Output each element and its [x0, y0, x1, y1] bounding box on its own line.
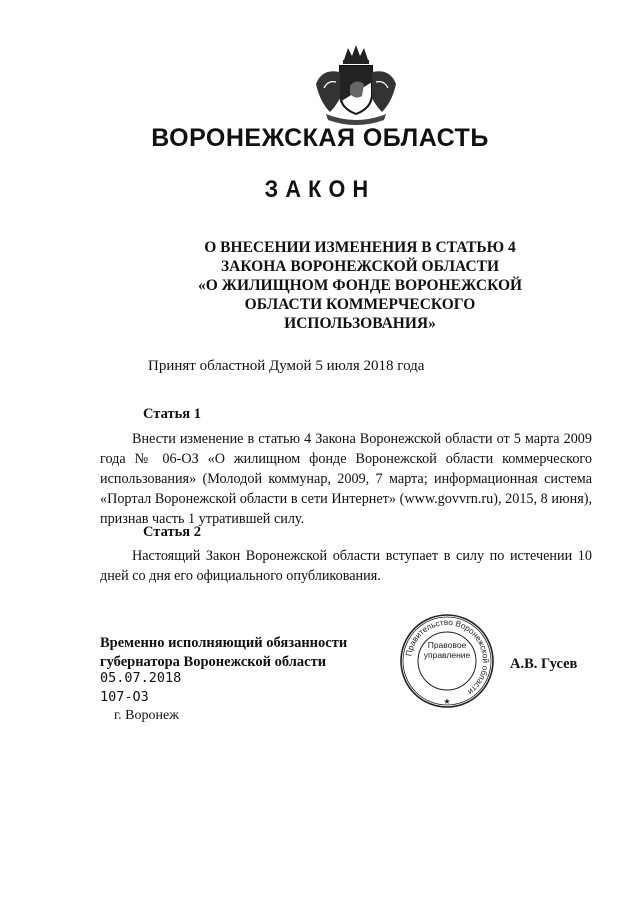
article-1-heading: Статья 1 [143, 406, 201, 422]
seal-ring-text: Правительство Воронежской области [404, 617, 491, 697]
law-title [160, 238, 560, 333]
law-number: 107-ОЗ [100, 689, 149, 705]
coat-of-arms-icon [306, 42, 406, 128]
document-type: ЗАКОН [264, 176, 376, 203]
seal-center-text [399, 640, 495, 660]
article-1-text [100, 429, 592, 529]
signer-name: А.В. Гусев [510, 656, 578, 672]
article-2-text [100, 546, 592, 586]
law-title-line: ЗАКОНА ВОРОНЕЖСКОЙ ОБЛАСТИ [220, 258, 500, 275]
adoption-note: Принят областной Думой 5 июля 2018 года [148, 358, 425, 374]
svg-text:★: ★ [443, 697, 451, 706]
law-title-line: О ВНЕСЕНИИ ИЗМЕНЕНИЯ В СТАТЬЮ 4 [204, 239, 516, 256]
signatory-title-line: губернатора Воронежской области [100, 654, 327, 670]
seal-center-line: управление [423, 650, 471, 660]
law-title-line: «О ЖИЛИЩНОМ ФОНДЕ ВОРОНЕЖСКОЙ [197, 277, 523, 294]
signing-city: г. Воронеж [114, 708, 179, 723]
article-1-body: Внести изменение в статью 4 Закона Воронежской области от 5 марта 2009 года № 06-ОЗ «О жилищном фонде Воронежской области коммерческого использования» (Молодой коммунар, 2009, 7 марта; информационная система «Портал Воронежской области в сети Интернет» (www.govvrn.ru), 2015, 8 июня), признав часть 1 утратившей силу. [100, 431, 592, 527]
law-title-line: ОБЛАСТИ КОММЕРЧЕСКОГО [244, 296, 476, 313]
law-title-line: ИСПОЛЬЗОВАНИЯ» [284, 315, 436, 332]
signatory-title [100, 634, 347, 672]
signatory-title-line: Временно исполняющий обязанности [100, 635, 348, 651]
seal-center-line: Правовое [427, 640, 467, 650]
article-2-heading: Статья 2 [143, 524, 201, 540]
signing-date: 05.07.2018 [100, 670, 182, 686]
seal-stamp-icon [399, 613, 495, 709]
article-2-body: Настоящий Закон Воронежской области вступает в силу по истечении 10 дней со дня его официального опубликования. [100, 548, 592, 584]
region-name: ВОРОНЕЖСКАЯ ОБЛАСТЬ [151, 124, 489, 152]
